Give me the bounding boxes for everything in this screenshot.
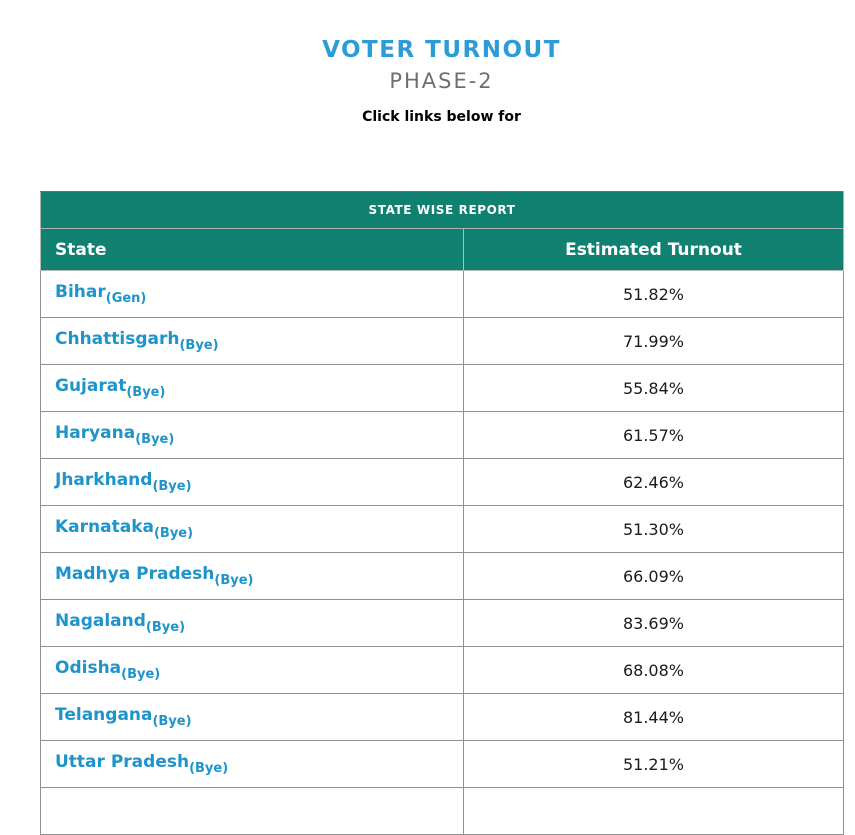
table-caption: STATE WISE REPORT [41, 192, 844, 229]
turnout-value: 83.69% [464, 600, 844, 647]
table-caption-row [41, 192, 844, 229]
state-link[interactable] [55, 658, 161, 682]
state-cell [41, 694, 464, 741]
state-name: Odisha [55, 658, 122, 678]
state-cell [41, 271, 464, 318]
turnout-value: 55.84% [464, 365, 844, 412]
state-link[interactable] [55, 282, 147, 306]
table-header-row [41, 229, 844, 271]
election-type-subscript: (Bye) [152, 479, 192, 494]
state-cell [41, 741, 464, 788]
state-name: Chhattisgarh [55, 329, 180, 349]
turnout-value: 61.57% [464, 412, 844, 459]
state-name: Karnataka [55, 517, 154, 537]
table-row [41, 318, 844, 365]
state-name: Telangana [55, 705, 153, 725]
state-link[interactable] [55, 423, 175, 447]
election-type-subscript: (Bye) [214, 573, 254, 588]
state-link[interactable] [55, 376, 166, 400]
table-row [41, 412, 844, 459]
election-type-subscript: (Bye) [121, 667, 161, 682]
page-title: VOTER TURNOUT [322, 37, 561, 63]
table-row [41, 553, 844, 600]
state-name: Gujarat [55, 376, 127, 396]
state-cell [41, 506, 464, 553]
turnout-value: 68.08% [464, 647, 844, 694]
turnout-value: 62.46% [464, 459, 844, 506]
state-link[interactable] [55, 329, 219, 353]
table-row [41, 647, 844, 694]
state-cell [41, 365, 464, 412]
state-name: Bihar [55, 282, 106, 302]
state-name: Haryana [55, 423, 136, 443]
state-cell [41, 788, 464, 835]
election-type-subscript: (Bye) [189, 761, 229, 776]
report-table [40, 191, 844, 835]
state-cell [41, 412, 464, 459]
table-row [41, 365, 844, 412]
column-header-state: State [41, 229, 464, 271]
state-link[interactable] [55, 705, 192, 729]
state-link[interactable] [55, 564, 254, 588]
state-cell [41, 459, 464, 506]
turnout-value: 51.30% [464, 506, 844, 553]
state-link[interactable] [55, 752, 229, 776]
table-row [41, 694, 844, 741]
table-row [41, 459, 844, 506]
state-cell [41, 647, 464, 694]
election-type-subscript: (Bye) [153, 526, 194, 541]
table-row [41, 271, 844, 318]
state-name: Jharkhand [55, 470, 153, 490]
state-cell [41, 553, 464, 600]
turnout-value: 51.21% [464, 741, 844, 788]
turnout-value: 71.99% [464, 318, 844, 365]
state-cell [41, 318, 464, 365]
table-row [41, 741, 844, 788]
election-type-subscript: (Bye) [179, 338, 219, 353]
state-link[interactable] [55, 470, 192, 494]
election-type-subscript: (Gen) [105, 291, 147, 306]
page-subtitle: PHASE-2 [389, 69, 494, 93]
column-header-turnout: Estimated Turnout [464, 229, 844, 271]
state-link[interactable] [55, 611, 186, 635]
state-cell [41, 600, 464, 647]
table-row [41, 506, 844, 553]
page-content [40, 0, 843, 835]
instruction-text: Click links below for [362, 109, 521, 125]
election-type-subscript: (Bye) [135, 432, 175, 447]
turnout-value: 66.09% [464, 553, 844, 600]
state-name: Madhya Pradesh [55, 564, 215, 584]
election-type-subscript: (Bye) [152, 714, 192, 729]
table-row-partial [41, 788, 844, 835]
state-name: Nagaland [55, 611, 146, 631]
turnout-value: 51.82% [464, 271, 844, 318]
election-type-subscript: (Bye) [126, 385, 166, 400]
turnout-value: 81.44% [464, 694, 844, 741]
state-name: Uttar Pradesh [55, 752, 190, 772]
election-type-subscript: (Bye) [145, 620, 186, 635]
turnout-value [464, 788, 844, 835]
state-link[interactable] [55, 517, 194, 541]
table-row [41, 600, 844, 647]
